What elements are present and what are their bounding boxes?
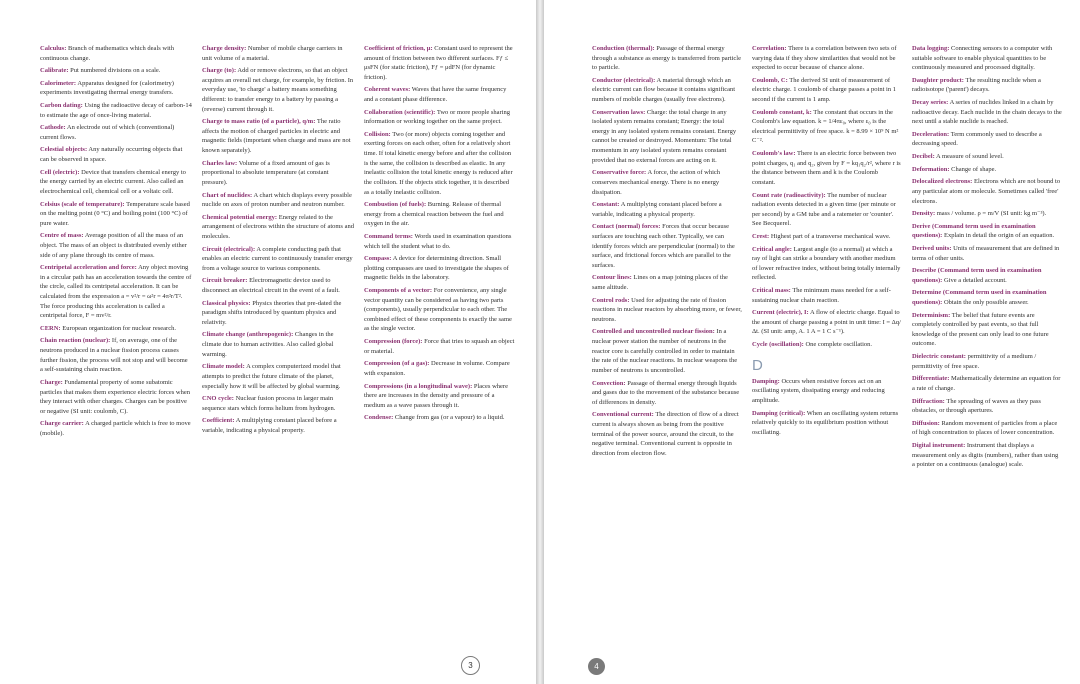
glossary-entry [912, 266, 1062, 285]
glossary-definition: A flow of electric charge. Equal to the amount of charge passing a point in unit time: I = Δq/Δt. (SI unit: amp, A. 1 A = 1 C s⁻¹). [752, 309, 901, 336]
glossary-term: Digital instrument: [912, 441, 966, 449]
glossary-entry [912, 397, 1062, 416]
glossary-term: Charge (to): [202, 67, 237, 75]
glossary-term: Calorimeter: [40, 79, 77, 87]
glossary-entry [202, 394, 354, 413]
glossary-term: Collision: [364, 130, 391, 138]
glossary-column [202, 44, 354, 632]
glossary-entry [752, 44, 902, 73]
glossary-definition: The belief that future events are completely controlled by past events, so that full knowledge of the present can only lead to one future outcome. [912, 311, 1049, 348]
glossary-term: Conductor (electrical): [592, 76, 656, 84]
left-page [0, 0, 536, 684]
glossary-term: CNO cycle: [202, 395, 234, 403]
glossary-term: Components of a vector: [364, 287, 433, 295]
glossary-term: Diffusion: [912, 419, 940, 427]
glossary-entry [364, 413, 516, 423]
glossary-definition: European organization for nuclear research. [62, 324, 176, 332]
glossary-entry [364, 44, 516, 82]
glossary-entry [752, 340, 902, 350]
glossary-term: Circuit (electrical): [202, 245, 256, 253]
glossary-entry [592, 273, 742, 292]
glossary-term: Calibrate: [40, 67, 69, 75]
glossary-term: Derived units: [912, 244, 952, 252]
glossary-entry [40, 145, 192, 164]
glossary-definition: Using the radioactive decay of carbon-14 to estimate the age of once-living material. [40, 102, 192, 119]
page-gutter [536, 0, 544, 684]
glossary-term: Coulomb constant, k: [752, 108, 812, 116]
glossary-term: Correlation: [752, 45, 787, 52]
glossary-term: Combustion (of fuels): [364, 201, 427, 209]
glossary-entry [592, 410, 742, 458]
glossary-term: Conservative force: [592, 169, 647, 177]
glossary-entry [592, 379, 742, 408]
glossary-definition: Highest part of a transverse mechanical wave. [770, 232, 891, 240]
glossary-entry [364, 200, 516, 229]
glossary-term: Daughter product: [912, 76, 964, 84]
glossary-entry [40, 66, 192, 76]
glossary-term: Coefficient of friction, μ: [364, 45, 433, 52]
glossary-definition: If, on average, one of the neutrons produced in a nuclear fission process causes further fission, the process will not stop and will become a self-sustaining chain reaction. [40, 337, 188, 374]
glossary-definition: Fundamental property of some subatomic particles that makes them experience electric forces when they interact with other charges. Charges can be positive or negative (SI unit: coulomb, C). [40, 378, 190, 415]
glossary-entry [202, 416, 354, 435]
glossary-definition: Instrument that displays a measurement only as digits (numbers), rather than using a pointer on a continuous (analogue) scale. [912, 441, 1059, 469]
glossary-term: Data logging: [912, 45, 950, 52]
glossary-entry [752, 409, 902, 438]
glossary-definition: Explain in detail the origin of an equation. [943, 232, 1055, 240]
glossary-entry [592, 296, 742, 325]
glossary-term: Charge carrier: [40, 420, 84, 428]
glossary-term: Cell (electric): [40, 168, 80, 176]
glossary-term: Control rods: [592, 296, 630, 304]
glossary-term: Describe (Command term used in examination questions): [912, 267, 1042, 284]
glossary-entry [752, 149, 902, 187]
glossary-entry [202, 117, 354, 155]
glossary-column [40, 44, 192, 632]
glossary-term: Damping (critical): [752, 409, 806, 417]
glossary-entry [202, 330, 354, 359]
glossary-term: Determine (Command term used in examination questions): [912, 289, 1047, 307]
glossary-term: Climate model: [202, 363, 245, 371]
glossary-entry [912, 76, 1062, 95]
glossary-entry [592, 108, 742, 166]
glossary-definition: Charge: the total charge in any isolated system remains constant; Energy: the total energy in any isolated system remains constant. Energy cannot be created or destroyed. Momentum: The total momentum in any isolated system remains constant provided that no external forces are acting on it. [592, 108, 737, 164]
glossary-entry [912, 419, 1062, 438]
glossary-term: Crest: [752, 232, 770, 240]
glossary-term: Critical angle: [752, 245, 792, 253]
right-page [544, 0, 1080, 684]
glossary-term: Constant: [592, 201, 620, 209]
glossary-term: Controlled and uncontrolled nuclear fission: [592, 328, 715, 336]
glossary-term: Coherent waves: [364, 86, 411, 94]
section-letter: D [752, 356, 763, 374]
glossary-entry [912, 130, 1062, 149]
glossary-definition: Constant used to represent the amount of friction between two different surfaces. Fƒ ≤ μsFN (for static friction), Fƒ = μdFN (for dynamic friction). [364, 45, 513, 81]
glossary-term: Celestial objects: [40, 146, 88, 154]
glossary-column [364, 44, 516, 632]
glossary-term: Compression (force): [364, 338, 423, 346]
glossary-entry [912, 311, 1062, 349]
glossary-columns [40, 44, 516, 632]
glossary-term: Derive (Command term used in examination questions): [912, 222, 1036, 240]
glossary-entry [752, 108, 902, 146]
glossary-entry [912, 152, 1062, 162]
glossary-definition: In a nuclear power station the number of neutrons in the reactor core is carefully controlled in order to maintain the rate of the nuclear reactions. In nuclear weapons the number of neutrons is uncontrolled. [592, 328, 738, 374]
glossary-term: Current (electric), I: [752, 309, 809, 317]
glossary-definition: Two (or more) objects coming together and exerting forces on each other, often for a relatively short time. If total kinetic energy before and after the collision is the same, the collision is described as elastic. In any inelastic collision the total kinetic energy is reduced after the collision. If the objects stick together, it is described as a totally inelastic collision. [364, 130, 513, 196]
glossary-entry [202, 213, 354, 242]
glossary-entry [912, 98, 1062, 127]
glossary-definition: Electrons which are not bound to any particular atom or molecule. Sometimes called 'free' electrons. [912, 178, 1061, 205]
glossary-definition: The number of nuclear radiation events detected in a given time (per minute or per second) by a GM tube and a ratemeter or 'counter'. See Becquerel. [752, 191, 896, 228]
glossary-definition: For convenience, any single vector quantity can be considered as having two parts (components), usually perpendicular to each other. The combined effect of these components is exactly the same as the single vector. [364, 287, 512, 333]
glossary-term: Damping: [752, 377, 780, 385]
glossary-definition: Used for adjusting the rate of fission reactions in nuclear reactors by absorbing more, or fewer, neutrons. [592, 296, 742, 323]
glossary-term: Carbon dating: [40, 102, 83, 110]
glossary-entry [40, 419, 192, 438]
glossary-definition: A material through which an electric current can flow because it contains significant numbers of mobile charges (usually free electrons). [592, 76, 736, 104]
glossary-term: Classical physics: [202, 299, 251, 307]
glossary-definition: mass / volume. ρ = m/V (SI unit: kg m⁻³). [936, 210, 1047, 218]
glossary-term: Charge to mass ratio (of a particle), q/m: [202, 118, 316, 126]
glossary-definition: Temperature scale based on the melting point (0 °C) and boiling point (100 °C) of pure water. [40, 200, 190, 227]
glossary-term: Contour lines: [592, 274, 632, 282]
glossary-entry [202, 362, 354, 391]
glossary-entry [592, 168, 742, 197]
glossary-definition: Change from gas (or a vapour) to a liquid. [394, 414, 505, 422]
glossary-definition: The derived SI unit of measurement of electric charge. 1 coulomb of charge passes a point in 1 second if the current is 1 amp. [752, 76, 896, 104]
glossary-definition: A multiplying constant placed before a variable, indicating a physical property. [202, 417, 337, 434]
glossary-definition: The ratio affects the motion of charged particles in electric and magnetic fields (important when charge and mass are not known separately). [202, 118, 351, 155]
glossary-definition: Words used in examination questions which tell the student what to do. [364, 232, 512, 250]
glossary-definition: Branch of mathematics which deals with continuous change. [40, 45, 174, 62]
glossary-definition: Give a detailed account. [943, 276, 1007, 284]
glossary-definition: Any naturally occurring objects that can be observed in space. [40, 146, 183, 164]
glossary-entry [752, 245, 902, 283]
glossary-entry [752, 232, 902, 242]
glossary-entry [40, 101, 192, 120]
glossary-term: Condense: [364, 414, 394, 422]
glossary-definition: The constant that occurs in the Coulomb's law equation. k = 1/4πε₀, where ε₀ is the electrical permittivity of free space. k = 8.99 × 10⁹ N m² C⁻². [752, 108, 899, 145]
glossary-entry [752, 377, 902, 406]
glossary-definition: Change of shape. [951, 165, 997, 173]
glossary-term: Cycle (oscillation): [752, 341, 804, 349]
glossary-term: Centre of mass: [40, 232, 84, 240]
glossary-entry [40, 378, 192, 416]
glossary-term: Differentiate: [912, 375, 950, 383]
glossary-definition: Places where there are increases in the density and pressure of a medium as a wave passes through it. [364, 382, 508, 409]
glossary-entry [40, 44, 192, 63]
glossary-term: Count rate (radioactivity): [752, 191, 826, 199]
glossary-definition: A device for determining direction. Small plotting compasses are used to investigate the shapes of magnetic fields in the laboratory. [364, 255, 509, 282]
glossary-entry [592, 222, 742, 270]
glossary-definition: Obtain the only possible answer. [943, 299, 1029, 307]
glossary-term: Contact (normal) forces: [592, 223, 661, 231]
glossary-term: Diffraction: [912, 397, 945, 405]
glossary-term: Dielectric constant: [912, 353, 966, 361]
glossary-column [752, 44, 902, 632]
glossary-entry [592, 200, 742, 219]
glossary-entry [912, 209, 1062, 219]
glossary-entry [592, 76, 742, 105]
glossary-definition: Average position of all the mass of an object. The mass of an object is distributed evenly either side of any plane through its centre of mass. [40, 232, 187, 259]
glossary-definition: Waves that have the same frequency and a constant phase difference. [364, 86, 507, 104]
glossary-definition: Mathematically determine an equation for a rate of change. [912, 375, 1061, 392]
glossary-term: Circuit breaker: [202, 277, 248, 285]
glossary-term: Chemical potential energy: [202, 213, 278, 221]
glossary-term: Chain reaction (nuclear): [40, 337, 111, 345]
glossary-entry [912, 177, 1062, 206]
glossary-entry [364, 337, 516, 356]
glossary-definition: Connecting sensors to a computer with suitable software to enable physical quantities to be continuously measured and processed digitally. [912, 45, 1053, 72]
glossary-definition: Two or more people sharing information or working together on the same project. [364, 108, 511, 126]
glossary-entry [40, 200, 192, 229]
glossary-term: Chart of nuclides: [202, 191, 253, 199]
glossary-definition: A charged particle which is free to move (mobile). [40, 420, 191, 437]
glossary-entry [202, 245, 354, 274]
glossary-definition: There is a correlation between two sets of varying data if they show similarities that would not be expected to occur because of chance alone. [752, 45, 897, 72]
glossary-term: Celsius (scale of temperature): [40, 200, 125, 208]
glossary-entry [912, 288, 1062, 307]
glossary-definition: Decrease in volume. Compare with expansion. [364, 360, 510, 377]
glossary-columns [592, 44, 1062, 632]
glossary-term: Deceleration: [912, 130, 950, 138]
glossary-term: Charge density: [202, 45, 247, 52]
glossary-definition: A force, the action of which conserves mechanical energy. There is no energy dissipation. [592, 169, 721, 196]
glossary-term: Compressions (in a longitudinal wave): [364, 382, 473, 390]
glossary-entry [592, 327, 742, 375]
glossary-entry [912, 165, 1062, 175]
glossary-definition: The resulting nuclide when a radioisotope ('parent') decays. [912, 76, 1041, 94]
glossary-term: Climate change (anthropogenic): [202, 331, 294, 339]
glossary-entry [364, 232, 516, 251]
page-number: 4 [588, 658, 605, 675]
glossary-definition: A multiplying constant placed before a variable, indicating a physical property. [592, 201, 722, 218]
glossary-entry [364, 130, 516, 197]
glossary-entry [912, 441, 1062, 470]
glossary-definition: Largest angle (to a normal) at which a ray of light can strike a boundary with another medium of lower refractive index, without being totally internally reflected. [752, 245, 901, 282]
glossary-definition: Lines on a map joining places of the same altitude. [592, 274, 728, 292]
glossary-definition: A chart which displays every possible nuclide on axes of proton number and neutron number. [202, 191, 352, 209]
glossary-definition: A complex computerized model that attempts to predict the future climate of the planet, especially how it will be affected by global warming. [202, 363, 341, 390]
glossary-definition: Volume of a fixed amount of gas is proportional to absolute temperature (at constant pressure). [202, 159, 330, 186]
glossary-entry [364, 85, 516, 104]
glossary-definition: When an oscillating system returns relatively quickly to its equilibrium position without oscillating. [752, 409, 899, 436]
glossary-definition: Electromagnetic device used to disconnect an electrical circuit in the event of a fault. [202, 277, 340, 295]
glossary-term: Calculus: [40, 45, 67, 52]
glossary-definition: Force that tries to squash an object or material. [364, 338, 515, 355]
glossary-entry [364, 108, 516, 127]
glossary-definition: Units of measurement that are defined in terms of other units. [912, 244, 1060, 262]
glossary-entry [364, 359, 516, 378]
glossary-definition: Occurs when resistive forces act on an oscillating system, dissipating energy and reducing amplitude. [752, 377, 885, 404]
glossary-definition: Burning. Release of thermal energy from a chemical reaction between the fuel and oxygen in the air. [364, 201, 504, 228]
glossary-term: Density: [912, 210, 936, 218]
glossary-definition: Any object moving in a circular path has an acceleration towards the centre of the circle, called its centripetal acceleration. It can be calculated from the expression a = v²/r = ω²r = 4π²r/T². The force producing this acceleration is called a centripetal force, F = mv²/r. [40, 264, 192, 320]
glossary-entry [752, 286, 902, 305]
glossary-entry [364, 286, 516, 334]
glossary-entry [202, 44, 354, 63]
glossary-term: Delocalized electrons: [912, 178, 973, 186]
glossary-definition: Energy related to the arrangement of electrons within the structure of atoms and molecules. [202, 213, 354, 240]
glossary-term: Centripetal acceleration and force: [40, 264, 137, 272]
glossary-entry [364, 254, 516, 283]
glossary-term: Coefficient: [202, 417, 235, 425]
glossary-entry [40, 168, 192, 197]
glossary-term: CERN: [40, 324, 61, 332]
glossary-definition: The spreading of waves as they pass obstacles, or through apertures. [912, 397, 1041, 415]
glossary-definition: Device that transfers chemical energy to the energy carried by an electric current. Also called an electrochemical cell, chemical cell or a voltaic cell. [40, 168, 186, 195]
glossary-entry [202, 276, 354, 295]
glossary-term: Critical mass: [752, 287, 791, 295]
glossary-entry [592, 44, 742, 73]
glossary-definition: An electrode out of which (conventional) current flows. [40, 124, 175, 141]
glossary-entry [752, 76, 902, 105]
glossary-entry [752, 308, 902, 337]
glossary-entry [202, 299, 354, 328]
glossary-term: Charge: [40, 378, 63, 386]
glossary-definition: Random movement of particles from a place of high concentration to places of lower concentration. [912, 419, 1058, 437]
glossary-entry [40, 231, 192, 260]
glossary-definition: Number of mobile charge carriers in unit volume of a material. [202, 45, 343, 62]
glossary-definition: A measure of sound level. [936, 153, 1004, 161]
glossary-definition: Put numbered divisions on a scale. [70, 67, 161, 75]
glossary-term: Compression (of a gas): [364, 360, 430, 368]
glossary-term: Determinism: [912, 311, 951, 319]
glossary-column [912, 44, 1062, 632]
glossary-entry [912, 244, 1062, 263]
glossary-definition: A series of nuclides linked in a chain by radioactive decay. Each nuclide in the chain decays to the next until a stable nuclide is reached. [912, 99, 1062, 126]
glossary-term: Deformation: [912, 165, 950, 173]
glossary-definition: One complete oscillation. [805, 341, 873, 349]
glossary-entry [912, 352, 1062, 371]
glossary-entry [202, 159, 354, 188]
glossary-entry [912, 44, 1062, 73]
glossary-entry [40, 79, 192, 98]
glossary-term: Conventional current: [592, 411, 654, 419]
glossary-term: Coulomb, C: [752, 76, 788, 84]
glossary-entry [202, 191, 354, 210]
glossary-definition: Physics theories that pre-dated the paradigm shifts introduced by quantum physics and relativity. [202, 299, 342, 326]
glossary-term: Conservation laws: [592, 108, 646, 116]
glossary-definition: Nuclear fusion process in larger main sequence stars which forms helium from hydrogen. [202, 395, 336, 412]
glossary-term: Compass: [364, 255, 392, 263]
glossary-definition: Passage of thermal energy through a substance as energy is transferred from particle to particle. [592, 45, 741, 72]
glossary-term: Decibel: [912, 153, 935, 161]
glossary-entry [912, 222, 1062, 241]
glossary-term: Coulomb's law: [752, 150, 796, 158]
glossary-entry [912, 374, 1062, 393]
page-number: 3 [461, 656, 480, 675]
glossary-term: Convection: [592, 379, 626, 387]
glossary-term: Collaboration (scientific): [364, 108, 436, 116]
glossary-entry [40, 324, 192, 334]
glossary-definition: The minimum mass needed for a self-sustaining nuclear chain reaction. [752, 287, 891, 304]
glossary-entry [202, 66, 354, 114]
glossary-definition: There is an electric force between two point charges, q₁ and q₂, given by F = kq₁q₂/r², where r is the distance between them and k is the Coulomb constant. [752, 150, 901, 186]
glossary-term: Conduction (thermal): [592, 45, 655, 52]
glossary-definition: The direction of flow of a direct current is always shown as being from the positive terminal of the power source, around the circuit, to the negative terminal. Conventional current is opposite in direction from electron flow. [592, 411, 739, 457]
glossary-definition: Apparatus designed for (calorimetry) experiments investigating thermal energy transfers. [40, 79, 174, 97]
glossary-column [592, 44, 742, 632]
glossary-term: Decay series: [912, 99, 949, 107]
glossary-entry [364, 382, 516, 411]
glossary-definition: Passage of thermal energy through liquids and gases due to the movement of the substance because of differences in density. [592, 379, 740, 406]
glossary-definition: Term commonly used to describe a decreasing speed. [912, 130, 1042, 148]
glossary-term: Charles law: [202, 159, 238, 167]
glossary-entry [40, 123, 192, 142]
glossary-term: Command terms: [364, 232, 413, 240]
glossary-definition: permittivity of a medium / permittivity of free space. [912, 353, 1037, 370]
glossary-definition: Changes in the climate due to human activities. Also called global warming. [202, 331, 334, 358]
glossary-definition: A complete conducting path that enables an electric current to continuously transfer energy from a voltage source to various components. [202, 245, 353, 272]
glossary-definition: Forces that occur because surfaces are touching each other. Typically, we can identify forces which are perpendicular (normal) to the surface, and frictional forces which are parallel to the surfaces. [592, 223, 735, 269]
glossary-definition: Add or remove electrons, so that an object acquires an overall net charge, for example, by friction. In everyday use, 'to charge' a battery means something different: to transfer energy to a battery by passing a (reverse) current through it. [202, 67, 354, 113]
glossary-entry [40, 263, 192, 321]
glossary-entry [40, 336, 192, 374]
glossary-entry [752, 191, 902, 229]
glossary-term: Cathode: [40, 124, 66, 132]
